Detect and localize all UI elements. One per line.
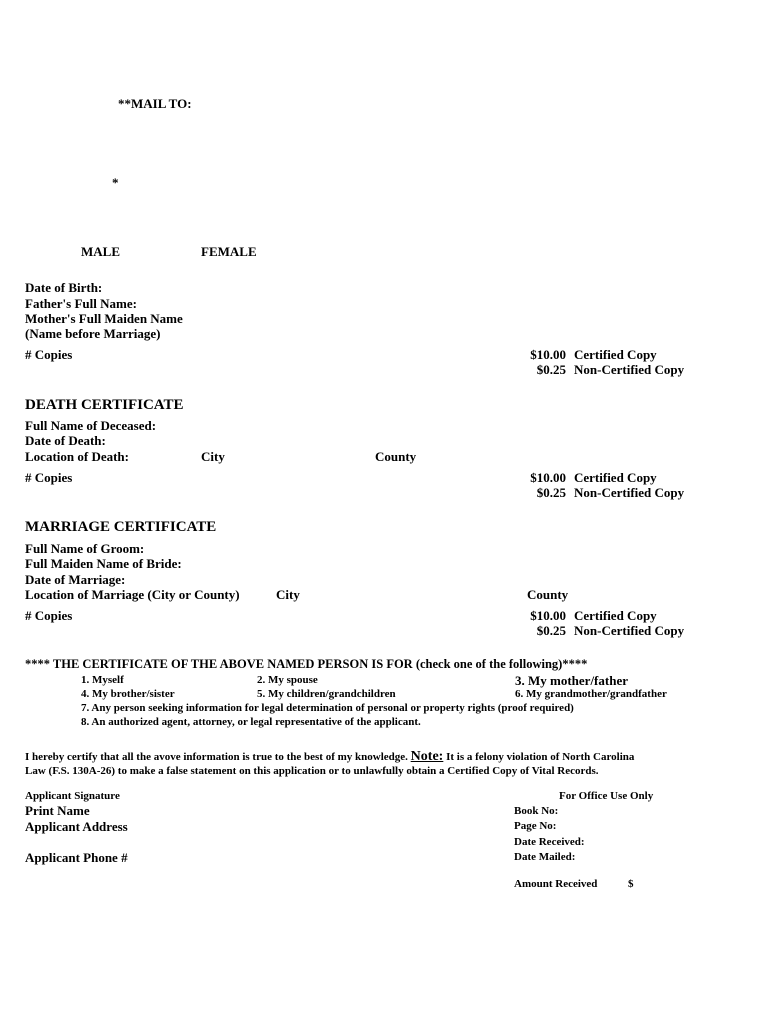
birth-certified-label: Certified Copy xyxy=(574,347,657,362)
gender-male-option[interactable]: MALE xyxy=(81,244,120,259)
gender-female-option[interactable]: FEMALE xyxy=(201,244,257,259)
death-certified-fee: $10.00 xyxy=(530,470,566,485)
relationship-option-sibling[interactable]: 4. My brother/sister xyxy=(81,688,175,700)
mail-to-label: **MAIL TO: xyxy=(118,96,192,111)
relationship-option-grandparent[interactable]: 6. My grandmother/grandfather xyxy=(515,688,667,700)
relationship-option-myself[interactable]: 1. Myself xyxy=(81,674,124,686)
date-of-birth-label: Date of Birth: xyxy=(25,280,103,295)
applicant-phone-label: Applicant Phone # xyxy=(25,850,128,865)
marriage-city-label: City xyxy=(276,587,300,602)
death-certificate-title: DEATH CERTIFICATE xyxy=(25,397,184,413)
death-noncertified-label: Non-Certified Copy xyxy=(574,485,685,500)
birth-noncertified-label: Non-Certified Copy xyxy=(574,362,685,377)
applicant-signature-label: Applicant Signature xyxy=(25,790,120,802)
asterisk-marker: * xyxy=(112,175,119,190)
amount-received-label: Amount Received xyxy=(514,878,598,890)
bride-maiden-name-label: Full Maiden Name of Bride: xyxy=(25,556,182,571)
birth-certified-fee: $10.00 xyxy=(530,347,566,362)
page-no-label: Page No: xyxy=(514,820,557,832)
birth-copies-label: # Copies xyxy=(25,347,73,362)
date-received-label: Date Received: xyxy=(514,836,585,848)
death-copies-label: # Copies xyxy=(25,470,73,485)
location-of-marriage-label: Location of Marriage (City or County) xyxy=(25,587,240,602)
marriage-copies-label: # Copies xyxy=(25,608,73,623)
certification-statement xyxy=(25,750,634,764)
date-mailed-label: Date Mailed: xyxy=(514,851,576,863)
certification-text: I hereby certify that all the avove information is true to the best of my knowledge. xyxy=(25,751,408,763)
marriage-certified-fee: $10.00 xyxy=(530,608,566,623)
marriage-county-label: County xyxy=(527,587,569,602)
marriage-certificate-title: MARRIAGE CERTIFICATE xyxy=(25,519,217,535)
marriage-noncertified-label: Non-Certified Copy xyxy=(574,623,685,638)
date-of-death-label: Date of Death: xyxy=(25,433,106,448)
relationship-heading: **** THE CERTIFICATE OF THE ABOVE NAMED PERSON IS FOR (check one of the following)**** xyxy=(25,657,588,671)
relationship-option-children[interactable]: 5. My children/grandchildren xyxy=(257,688,396,700)
relationship-option-spouse[interactable]: 2. My spouse xyxy=(257,674,318,686)
death-certified-label: Certified Copy xyxy=(574,470,657,485)
relationship-option-parent[interactable]: 3. My mother/father xyxy=(515,673,628,688)
dollar-sign: $ xyxy=(628,878,634,890)
date-of-marriage-label: Date of Marriage: xyxy=(25,572,126,587)
print-name-label: Print Name xyxy=(25,803,90,818)
felony-warning: It is a felony violation of North Carolina xyxy=(446,751,635,763)
marriage-noncertified-fee: $0.25 xyxy=(536,623,566,638)
office-use-title: For Office Use Only xyxy=(559,790,654,802)
note-label: Note: xyxy=(410,749,444,764)
law-statement: Law (F.S. 130A-26) to make a false statement on this application or to unlawfully obtain a Certified Copy of Vital Records. xyxy=(25,765,599,777)
death-county-label: County xyxy=(375,449,417,464)
relationship-option-agent[interactable]: 8. An authorized agent, attorney, or legal representative of the applicant. xyxy=(81,716,421,728)
father-name-label: Father's Full Name: xyxy=(25,296,137,311)
book-no-label: Book No: xyxy=(514,805,559,817)
death-noncertified-fee: $0.25 xyxy=(536,485,566,500)
mother-name-note: (Name before Marriage) xyxy=(25,326,161,341)
deceased-name-label: Full Name of Deceased: xyxy=(25,418,157,433)
location-of-death-label: Location of Death: xyxy=(25,449,129,464)
groom-name-label: Full Name of Groom: xyxy=(25,541,145,556)
applicant-address-label: Applicant Address xyxy=(25,819,128,834)
marriage-certified-label: Certified Copy xyxy=(574,608,657,623)
death-city-label: City xyxy=(201,449,225,464)
mother-maiden-name-label: Mother's Full Maiden Name xyxy=(25,311,183,326)
birth-noncertified-fee: $0.25 xyxy=(536,362,566,377)
relationship-option-legal-rights[interactable]: 7. Any person seeking information for legal determination of personal or property rights (proof required) xyxy=(81,702,574,714)
